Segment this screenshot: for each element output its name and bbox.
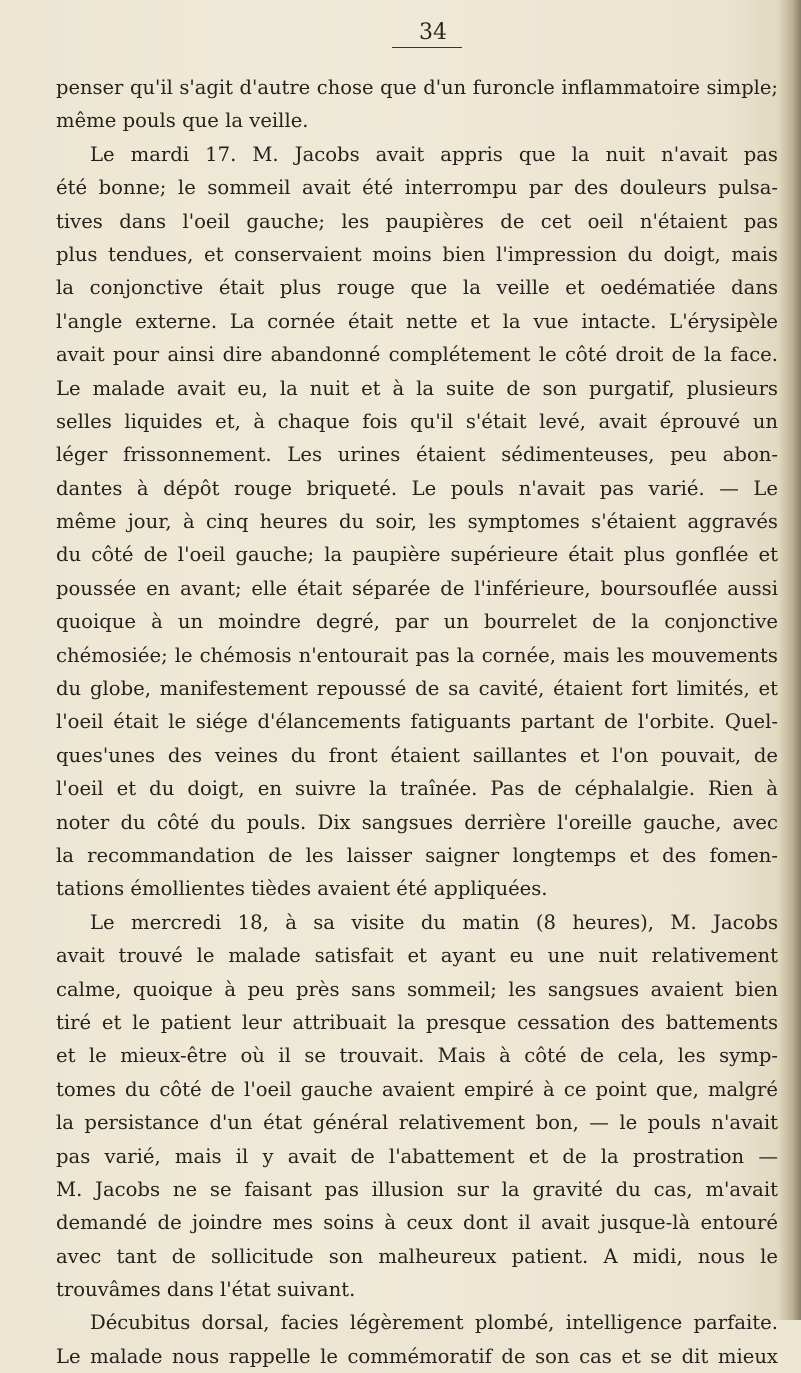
page-edge-shadow (779, 0, 801, 1320)
text-line: chémosiée; le chémosis n'entourait pas la cornée, mais les mouvements (56, 643, 778, 667)
body-text (56, 71, 778, 1373)
text-line: tiré et le patient leur attribuait la presque cessation des battements (56, 1010, 778, 1034)
text-line: Le malade avait eu, la nuit et à la suite de son purgatif, plusieurs (56, 376, 778, 400)
text-line: ques'unes des veines du front étaient saillantes et l'on pouvait, de (56, 743, 778, 767)
text-line: même pouls que la veille. (56, 109, 309, 133)
text-line: selles liquides et, à chaque fois qu'il s'était levé, avait éprouvé un (56, 409, 778, 433)
page-number-rule (392, 47, 462, 48)
text-line: penser qu'il s'agit d'autre chose que d'un furoncle inflammatoire simple; (56, 76, 778, 99)
text-line: calme, quoique à peu près sans sommeil; les sangsues avaient bien (56, 977, 778, 1001)
text-line: même jour, à cinq heures du soir, les symptomes s'étaient aggravés (56, 510, 778, 534)
text-line: avait pour ainsi dire abandonné complétement le côté droit de la face. (56, 343, 778, 367)
text-line: demandé de joindre mes soins à ceux dont il avait jusque-là entouré (56, 1211, 778, 1235)
text-line: Le mercredi 18, à sa visite du matin (8 heures), M. Jacobs (90, 910, 778, 934)
text-line: dantes à dépôt rouge briqueté. Le pouls n'avait pas varié. — Le (56, 476, 778, 500)
text-line: avec tant de sollicitude son malheureux patient. A midi, nous le (56, 1244, 778, 1268)
text-line: tives dans l'oeil gauche; les paupières de cet oeil n'étaient pas (56, 209, 778, 233)
text-line: noter du côté du pouls. Dix sangsues derrière l'oreille gauche, avec (56, 810, 778, 834)
text-line: plus tendues, et conservaient moins bien l'impression du doigt, mais (56, 242, 778, 266)
text-line: poussée en avant; elle était séparée de l'inférieure, boursouflée aussi (56, 576, 778, 600)
text-line: et le mieux-être où il se trouvait. Mais à côté de cela, les symp- (56, 1044, 778, 1068)
text-line: été bonne; le sommeil avait été interrompu par des douleurs pulsa- (56, 176, 778, 200)
text-line: tations émollientes tièdes avaient été appliquées. (56, 877, 548, 901)
text-line: trouvâmes dans l'état suivant. (56, 1278, 356, 1302)
text-line: Décubitus dorsal, facies légèrement plombé, intelligence parfaite. (90, 1311, 778, 1335)
text-line: la conjonctive était plus rouge que la veille et oedématiée dans (56, 276, 778, 300)
text-line: pas varié, mais il y avait de l'abattement et de la prostration — (56, 1144, 778, 1168)
text-line: Le malade nous rappelle le commémoratif de son cas et se dit mieux (56, 1344, 778, 1368)
text-line: la persistance d'un état général relativement bon, — le pouls n'avait (56, 1111, 778, 1135)
page-number: 34 (419, 20, 447, 45)
text-line: léger frissonnement. Les urines étaient sédimenteuses, peu abon- (56, 443, 778, 467)
text-line: quoique à un moindre degré, par un bourrelet de la conjonctive (56, 610, 778, 634)
text-line: tomes du côté de l'oeil gauche avaient empiré à ce point que, malgré (56, 1077, 778, 1101)
text-line: du globe, manifestement repoussé de sa cavité, étaient fort limités, et (56, 677, 778, 701)
text-line: la recommandation de les laisser saigner longtemps et des fomen- (56, 843, 778, 867)
text-line: l'oeil et du doigt, en suivre la traînée. Pas de céphalalgie. Rien à (56, 777, 778, 801)
text-line: M. Jacobs ne se faisant pas illusion sur la gravité du cas, m'avait (56, 1177, 778, 1201)
text-line: du côté de l'oeil gauche; la paupière supérieure était plus gonflée et (56, 543, 778, 567)
text-line: l'oeil était le siége d'élancements fatiguants partant de l'orbite. Quel- (56, 710, 778, 734)
text-line: l'angle externe. La cornée était nette et la vue intacte. L'érysipèle (56, 309, 778, 333)
text-line: Le mardi 17. M. Jacobs avait appris que la nuit n'avait pas (90, 142, 778, 166)
text-line: avait trouvé le malade satisfait et ayant eu une nuit relativement (56, 944, 778, 968)
